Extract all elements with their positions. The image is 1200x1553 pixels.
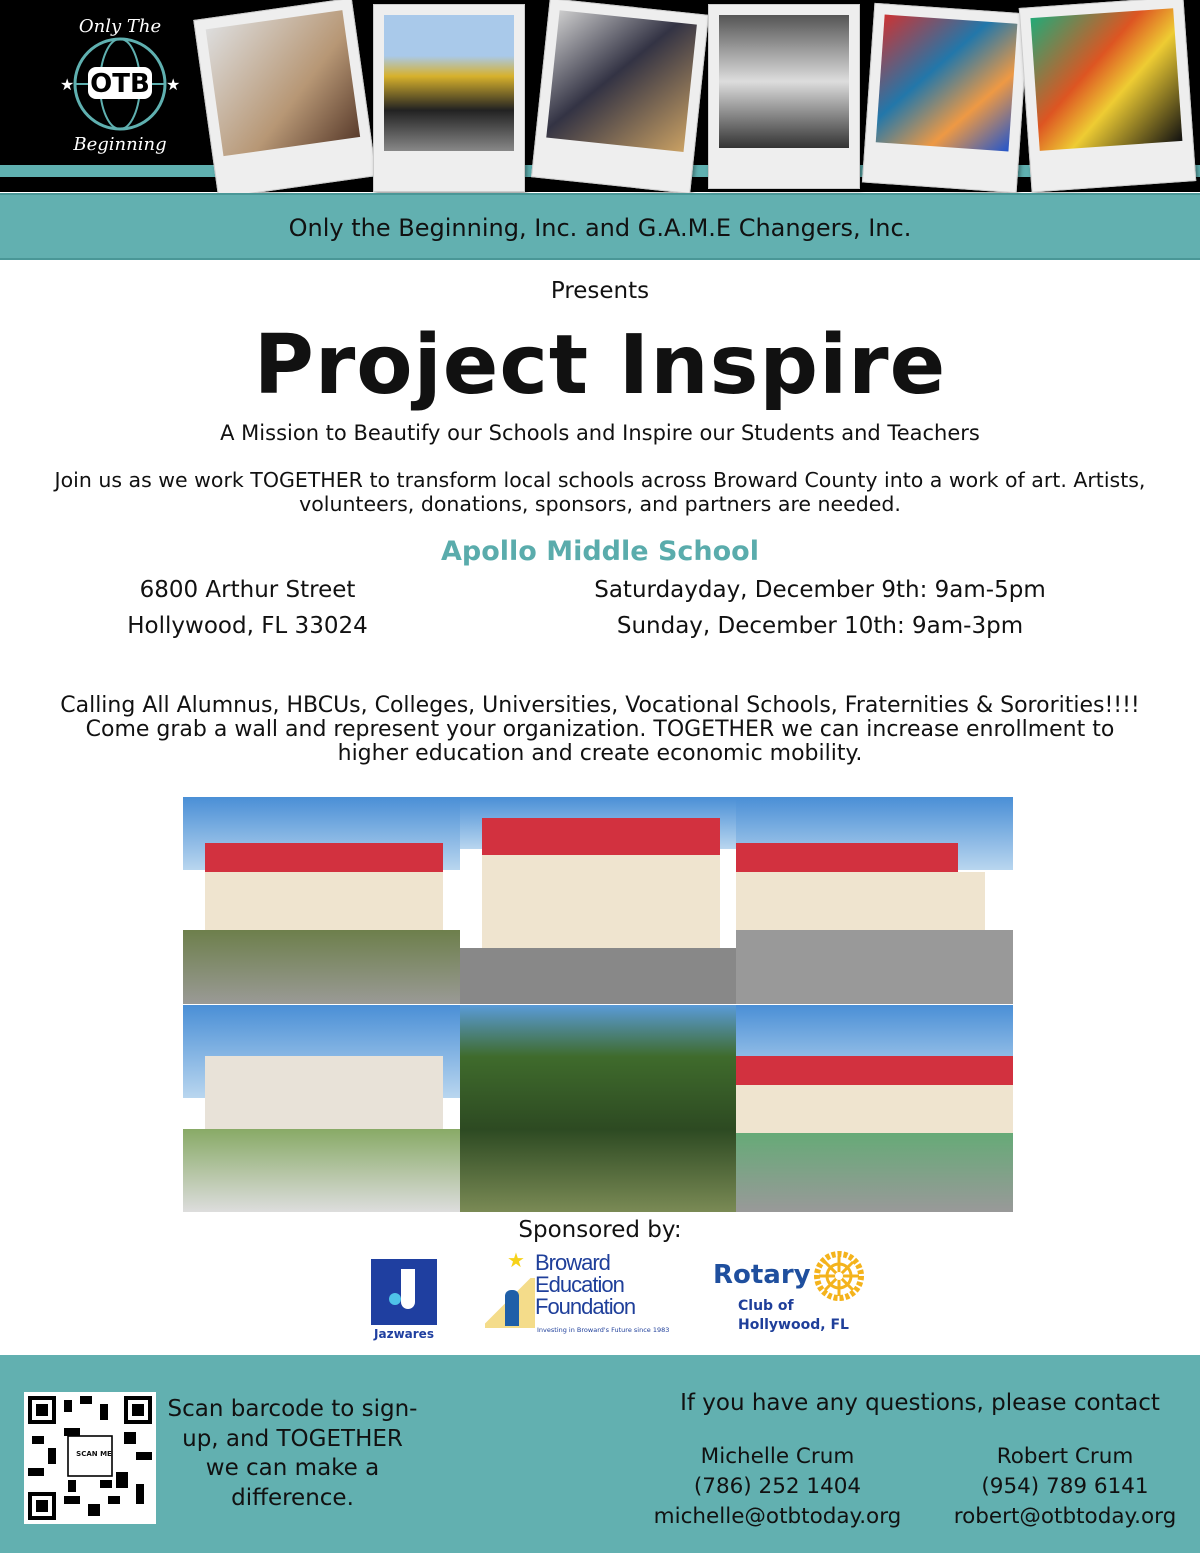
bef-line-3: Foundation xyxy=(535,1294,636,1319)
calling-text: Calling All Alumnus, HBCUs, Colleges, Universities, Vocational Schools, Fraternities & Sororities!!!! Come grab a wall and represent your organization. TOGETHER we can increase enrollment to higher education and create economic mobility. xyxy=(60,693,1140,766)
photo-laptop-tutoring xyxy=(531,0,709,194)
presents-text: Presents xyxy=(550,278,650,304)
rotary-line-2: Club of xyxy=(738,1298,794,1314)
mission-text: A Mission to Beautify our Schools and Inspire our Students and Teachers xyxy=(220,421,980,445)
bef-line-2: Education xyxy=(535,1272,624,1297)
contact-name: Robert Crum xyxy=(996,1444,1134,1469)
svg-text:★: ★ xyxy=(60,75,75,94)
photo-group-firetruck xyxy=(373,4,525,192)
photo-mural-painting xyxy=(1019,0,1197,193)
header xyxy=(0,0,1200,192)
address-line-2: Hollywood, FL 33024 xyxy=(127,613,368,639)
contact-robert xyxy=(940,1442,1190,1532)
address-line-1: 6800 Arthur Street xyxy=(139,577,356,603)
school-photo xyxy=(460,1005,737,1213)
contact-email[interactable]: robert@otbtoday.org xyxy=(953,1504,1177,1529)
event-date-2: Sunday, December 10th: 9am-3pm xyxy=(616,613,1024,639)
school-photo xyxy=(460,797,737,1005)
rotary-line-3: Hollywood, FL xyxy=(738,1317,849,1333)
photo-painting-class xyxy=(193,0,376,198)
svg-text:★: ★ xyxy=(166,75,181,94)
contact-email[interactable]: michelle@otbtoday.org xyxy=(653,1504,902,1529)
qr-scan-me-label: SCAN ME xyxy=(76,1450,112,1458)
school-photo xyxy=(183,1005,460,1213)
event-dates xyxy=(540,572,1100,644)
otb-logo xyxy=(40,12,200,157)
join-text: Join us as we work TOGETHER to transform local schools across Broward County into a work of art. Artists, volunteers, donations, sponsors, and partners are needed. xyxy=(54,468,1146,516)
school-photo xyxy=(183,797,460,1005)
rotary-logo xyxy=(713,1248,868,1338)
svg-text:Beginning: Beginning xyxy=(73,134,167,155)
rotary-name: Rotary xyxy=(713,1260,811,1290)
broward-education-foundation-logo: ★ Broward Education Foundation Investing in Broward's Future since 1983 xyxy=(485,1248,675,1336)
school-name: Apollo Middle School xyxy=(440,536,759,567)
rotary-wheel-icon xyxy=(813,1250,865,1302)
jazwares-name: Jazwares xyxy=(374,1327,434,1341)
school-photo xyxy=(736,797,1013,1005)
page-title: Project Inspire xyxy=(253,318,947,413)
contact-michelle xyxy=(640,1442,915,1532)
scan-instructions: Scan barcode to sign-up, and TOGETHER we can make a difference. xyxy=(167,1396,418,1511)
contact-phone[interactable]: (954) 789 6141 xyxy=(981,1474,1149,1499)
qr-code-icon xyxy=(28,1396,152,1520)
bef-tagline: Investing in Broward's Future since 1983 xyxy=(537,1326,670,1334)
event-date-1: Saturdayday, December 9th: 9am-5pm xyxy=(594,577,1046,603)
bef-line-1: Broward xyxy=(535,1250,610,1275)
photo-colorful-classroom xyxy=(862,3,1029,193)
school-photo xyxy=(736,1005,1013,1213)
svg-text:OTB: OTB xyxy=(90,69,150,99)
contact-phone[interactable]: (786) 252 1404 xyxy=(693,1474,862,1499)
svg-text:Only The: Only The xyxy=(78,16,162,37)
jazwares-logo xyxy=(371,1259,437,1341)
photo-classroom-meeting xyxy=(708,4,860,189)
school-photo-grid xyxy=(183,797,1013,1212)
signup-qr-code[interactable] xyxy=(24,1392,156,1524)
contact-prompt: If you have any questions, please contact xyxy=(680,1390,1160,1416)
contact-name: Michelle Crum xyxy=(700,1444,855,1469)
sponsored-by-label: Sponsored by: xyxy=(518,1217,682,1243)
school-address xyxy=(80,572,415,644)
organizers-banner: Only the Beginning, Inc. and G.A.M.E Changers, Inc. xyxy=(0,193,1200,260)
